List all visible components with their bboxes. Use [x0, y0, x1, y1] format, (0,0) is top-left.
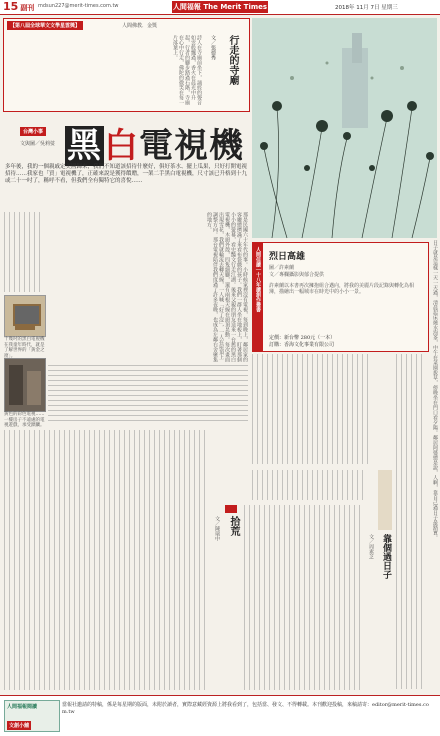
series-tag: 台灣小事	[20, 127, 46, 136]
contact-email: mdsun227@merit-times.com.tw	[38, 3, 119, 9]
tv-photo-caption: 十幾吋的黑白電視機在我童年時代，就是了解世界的「黃金之窗」。	[4, 337, 45, 359]
book-promo-box	[252, 242, 429, 352]
poem-text: 詩人在寺廟前坐下，誦經的聲音如雲般飄過，香火在晨光中升起，行者的腳步踏過石階，寺廟在心中行走，佛陀的微笑在每一片落葉上。	[172, 35, 202, 105]
article-body-left-col	[4, 212, 44, 292]
book-price: 定價：新台幣 280元（一本）	[269, 335, 336, 341]
poem-panel	[3, 18, 250, 112]
street-photo-caption: 黃色的彩色電視……一樓房子不遠處的電視遊戲，承受蹂躪。	[4, 412, 45, 428]
right-column-body	[396, 354, 426, 689]
page-number: 15 副刊	[3, 0, 35, 13]
building-shape	[9, 365, 23, 405]
right-column-illustration	[378, 470, 392, 530]
tv-screen-icon	[13, 304, 41, 326]
dandelion-illustration-svg	[252, 18, 437, 238]
lower-article-author: 文／陳瑞中	[214, 516, 220, 541]
lower-article-body	[244, 505, 362, 690]
right-edge-column: 日子就是這樣一天一天過，清晨起床燒水泡茶，中午在菜園拔草，傍晚坐在門口看夕陽。鄰居阿婆總是說，人啊，靠自己過日子最踏實。	[432, 240, 438, 540]
series-block	[20, 118, 60, 147]
title-white-char: 白	[104, 126, 139, 166]
promo-tag: 人間佳讀｜十八年讀創作叢書	[255, 247, 261, 312]
footer-text: 當報社邀請的特稿，係是每星期的版面，未附於讀者，實際意藏經資源上將我看到了，包括當、發文、不得轉載。本刊歡迎投稿，來稿請寄：editor@merit-times.com.tw	[62, 702, 429, 715]
book-order-info: 訂購：香海文化事業有限公司	[269, 342, 335, 348]
right-column-title: 靠個過日子	[381, 534, 391, 579]
article-author: 文與圖／吳莉娑	[20, 141, 56, 147]
article-lead: 多年後，我的一個親戚定美國歸來，我們不知道該招待什麼好，俱好茶水、擺上瓜果，只好打開電視招待……我家也「買」電視機了，正確來說是獲得饋贈，一架二手黑白電視機，尺寸該已升格到十九或二十一吋了，稱呼不看，但我們全有獨特它的喜悅……	[5, 164, 248, 184]
poem-title: 行走的寺廟	[227, 35, 238, 85]
middle-right-article-2	[252, 470, 364, 500]
article-body-continued	[48, 365, 248, 425]
right-column-author: 文／周素芝	[368, 534, 374, 559]
newspaper-logo: 人間福報 The Merit Times	[172, 3, 268, 11]
middle-right-article	[252, 354, 372, 464]
page-footer	[0, 695, 440, 736]
footer-sub: 文創小舖	[9, 723, 30, 729]
tv-base-icon	[15, 326, 35, 330]
poem-author: 文／張德秀	[210, 35, 216, 60]
street-photo	[4, 358, 46, 412]
section-tag-icon	[225, 505, 237, 513]
book-description: 許素蘭以本書再次擁抱組合邁向，將我的美麗片段記錄與轉化為相簿，描繪出一幅城市在時光中的小小一景。	[269, 283, 415, 295]
award-banner: 【第八屆全球華文文學星雲獎】	[7, 21, 83, 30]
title-rest: 電視機	[139, 126, 244, 166]
award-category: 人間佛教．金獎	[122, 23, 158, 29]
issue-date: 2018年 11月 7日 星期三	[335, 5, 398, 11]
article-body: 那是民國六十年代的事。小時候家裡沒有電視，每到晚上，鄰居家的客廳總擠滿了來看布袋戲的孩子。我們一群人坐在地板上，盯著那個小小的螢幕，看史豔文行走江湖。後來父親的朋友送來一台舊的黑白電視機，木頭外殼，四隻細腳，還有兩根天線在頭頂晃動。每次畫面出現雪花，我們就輪流去轉天線，一人喊「好了沒」，一人在屋頂上調整方向。那台電視陪伴我們度過了許多夜晚，也成為左鄰右舍聚集的地方。	[206, 212, 248, 362]
title-black-char: 黑	[67, 126, 102, 166]
article-title	[65, 118, 244, 167]
building-shape-2	[27, 371, 41, 405]
page-header	[0, 0, 440, 15]
footer-brand: 人間福報閱讀	[7, 704, 38, 710]
book-author: 圖／許素蘭	[269, 265, 295, 271]
book-photo-credit: 文／專欄攝影與郁合提供	[269, 272, 325, 278]
footer-brand-box	[4, 700, 60, 732]
plant-illustration	[252, 18, 437, 238]
lower-article-title: 拾荒	[228, 516, 239, 536]
book-title: 烈日高雄	[269, 252, 306, 262]
tv-photo	[4, 295, 46, 337]
